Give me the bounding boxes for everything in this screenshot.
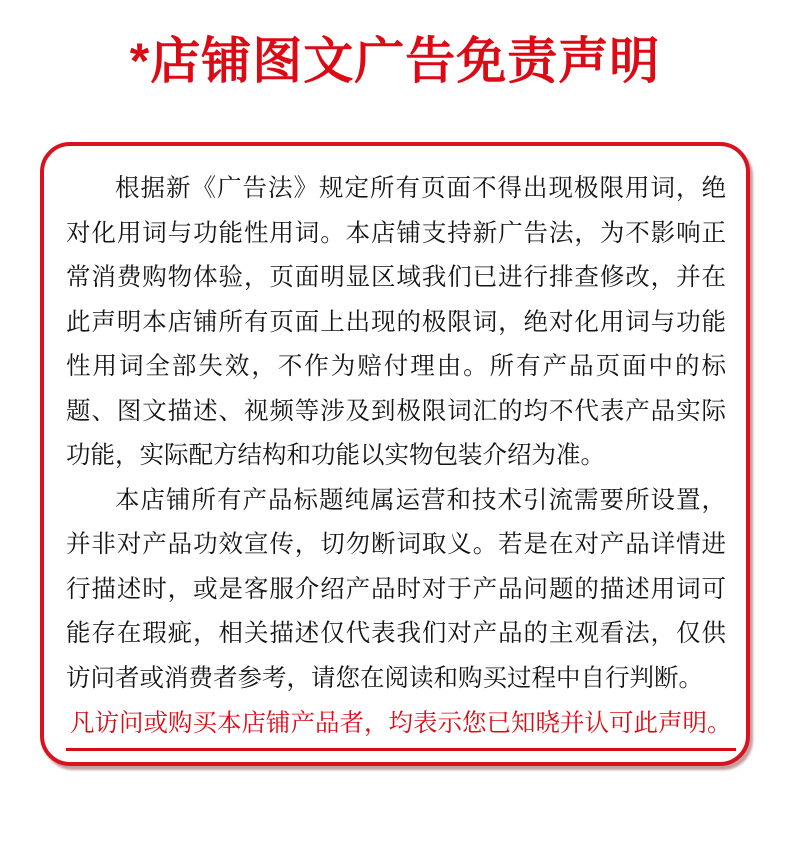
disclaimer-highlight — [66, 703, 732, 751]
disclaimer-paragraph-2: 本店铺所有产品标题纯属运营和技术引流需要所设置，并非对产品功效宣传，切勿断词取义。若是在对产品详情进行描述时，或是客服介绍产品时对于产品问题的描述用词可能存在瑕疵，相关描述仅代表我们对产品的主观看法，仅供访问者或消费者参考，请您在阅读和购买过程中自行判断。 — [66, 486, 726, 692]
disclaimer-paragraph-1: 根据新《广告法》规定所有页面不得出现极限用词，绝对化用词与功能性用词。本店铺支持新广告法，为不影响正常消费购物体验，页面明显区域我们已进行排查修改，并在此声明本店铺所有页面上出现的极限词，绝对化用词与功能性用词全部失效，不作为赔付理由。所有产品页面中的标题、图文描述、视频等涉及到极限词汇的均不代表产品实际功能，实际配方结构和功能以实物包装介绍为准。 — [66, 175, 726, 469]
page-title: *店铺图文广告免责声明 — [129, 33, 661, 89]
disclaimer-box — [40, 142, 750, 766]
disclaimer-highlight-text: 凡访问或购买本店铺产品者，均表示您已知晓并认可此声明。 — [66, 703, 736, 751]
